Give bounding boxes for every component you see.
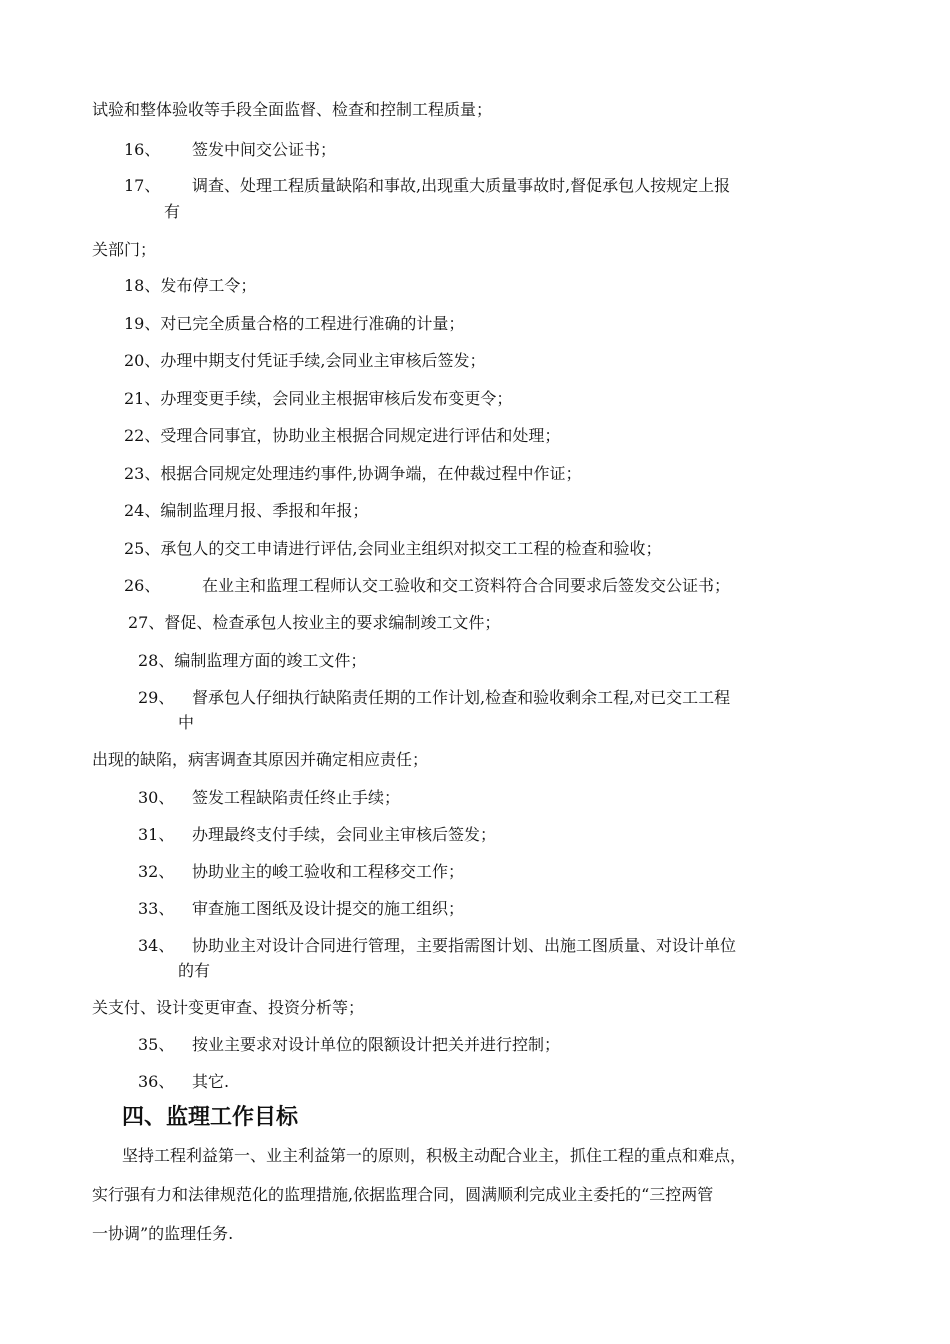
item-text: 审查施工图纸及设计提交的施工组织； [192, 899, 465, 918]
paragraph-line-1: 坚持工程利益第一、业主利益第一的原则，积极主动配合业主，抓住工程的重点和难点， [122, 1146, 747, 1165]
paragraph-line-2: 实行强有力和法律规范化的监理措施,依据监理合同，圆满顺利完成业主委托的“三控两管 [92, 1185, 714, 1204]
item-text: 其它. [192, 1072, 230, 1091]
list-item-18: 18、发布停工令； [124, 276, 257, 295]
item-number: 29、 [138, 688, 175, 707]
list-item-30 [138, 788, 400, 808]
list-item-23: 23、根据合同规定处理违约事件,协调争端，在仲裁过程中作证； [124, 464, 582, 483]
paragraph-line-3: 一协调”的监理任务. [92, 1224, 234, 1243]
item-number: 16、 [124, 140, 161, 159]
item-number: 35、 [138, 1035, 175, 1054]
item-number: 32、 [138, 862, 175, 881]
item-text: 协助业主对设计合同进行管理，主要指需图计划、出施工图质量、对设计单位 [192, 936, 737, 955]
list-item-16 [124, 140, 336, 160]
item-text: 调查、处理工程质量缺陷和事故,出现重大质量事故时,督促承包人按规定上报 [192, 176, 731, 195]
list-item-21: 21、办理变更手续，会同业主根据审核后发布变更令； [124, 389, 513, 408]
list-item-24: 24、编制监理月报、季报和年报； [124, 501, 369, 520]
list-item-29-continuation: 出现的缺陷，病害调查其原因并确定相应责任； [92, 750, 429, 769]
list-item-35 [138, 1035, 560, 1055]
list-item-27: 27、督促、检查承包人按业主的要求编制竣工文件； [128, 613, 501, 632]
list-item-26 [124, 576, 730, 596]
list-item-25: 25、承包人的交工申请进行评估,会同业主组织对拟交工工程的检查和验收； [124, 539, 662, 558]
item-text: 签发工程缺陷责任终止手续； [192, 788, 401, 807]
list-item-17-continuation: 关部门； [92, 240, 157, 259]
item-number: 34、 [138, 936, 175, 955]
list-item-33 [138, 899, 464, 919]
list-item-28: 28、编制监理方面的竣工文件； [138, 651, 367, 670]
item-number: 36、 [138, 1072, 175, 1091]
item-number: 26、 [124, 576, 161, 595]
item-text: 按业主要求对设计单位的限额设计把关并进行控制； [192, 1035, 561, 1054]
list-item-32 [138, 862, 464, 882]
list-item-29 [138, 688, 730, 708]
list-item-36 [138, 1072, 229, 1092]
list-item-17 [124, 176, 730, 196]
section-heading: 四、监理工作目标 [122, 1105, 299, 1130]
list-item-19: 19、对已完全质量合格的工程进行准确的计量； [124, 314, 465, 333]
list-item-17-wrap: 有 [164, 202, 181, 221]
list-item-34 [138, 936, 736, 956]
list-item-29-wrap: 中 [178, 713, 195, 732]
list-item-34-continuation: 关支付、设计变更审查、投资分析等； [92, 998, 365, 1017]
item-number: 30、 [138, 788, 175, 807]
item-text: 协助业主的峻工验收和工程移交工作； [192, 862, 465, 881]
item-text: 签发中间交公证书； [192, 140, 337, 159]
list-item-34-wrap: 的有 [178, 961, 211, 980]
list-item-22: 22、受理合同事宜，协助业主根据合同规定进行评估和处理； [124, 426, 561, 445]
item-number: 17、 [124, 176, 161, 195]
item-text: 督承包人仔细执行缺陷责任期的工作计划,检查和验收剩余工程,对已交工工程 [192, 688, 731, 707]
item-text: 在业主和监理工程师认交工验收和交工资料符合合同要求后签发交公证书； [202, 576, 731, 595]
item-number: 33、 [138, 899, 175, 918]
line-continuation-15: 试验和整体验收等手段全面监督、检查和控制工程质量； [92, 100, 493, 119]
item-text: 办理最终支付手续，会同业主审核后签发； [192, 825, 497, 844]
list-item-20: 20、办理中期支付凭证手续,会同业主审核后签发； [124, 351, 486, 370]
item-number: 31、 [138, 825, 175, 844]
list-item-31 [138, 825, 496, 845]
